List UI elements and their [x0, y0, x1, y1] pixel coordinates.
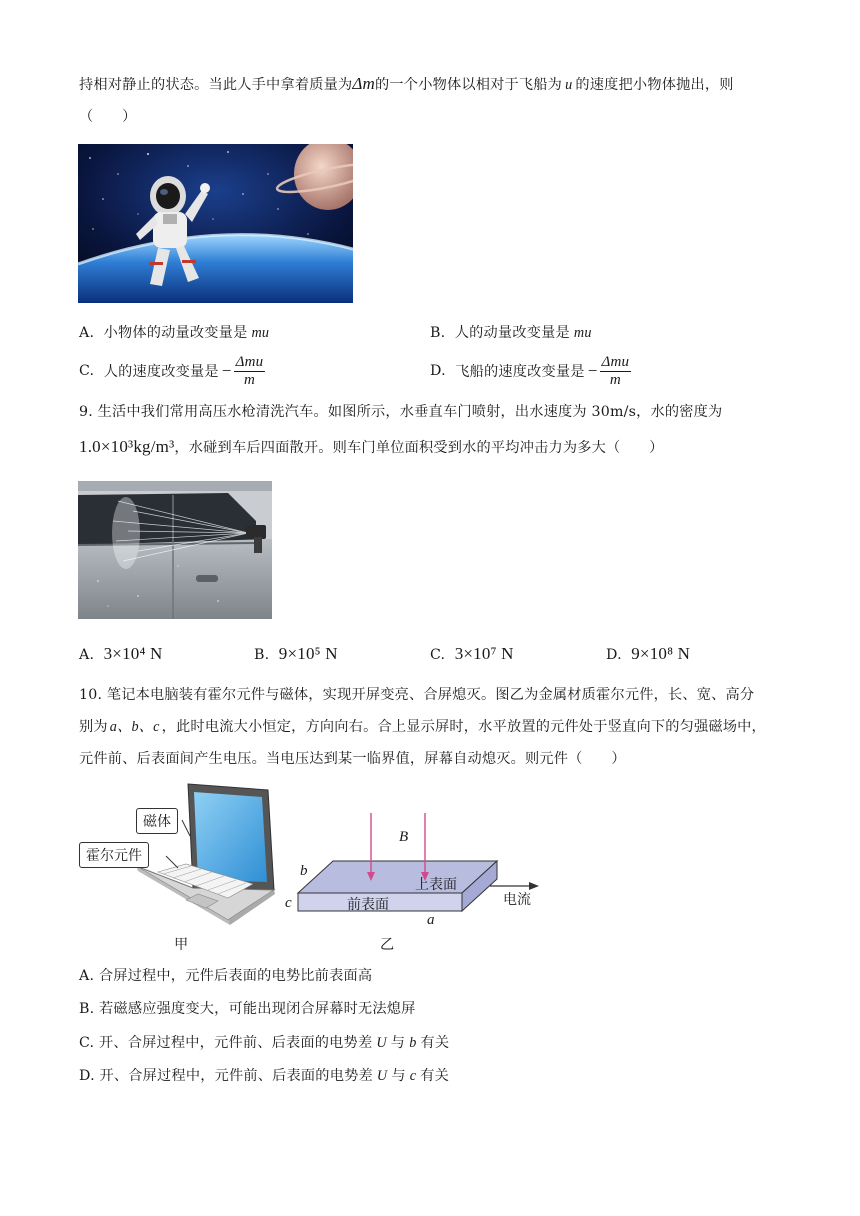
label-current: 电流: [503, 892, 531, 908]
q10-option-a[interactable]: A. 合屏过程中，元件后表面的电势比前表面高: [79, 968, 373, 984]
figure-laptop: [78, 780, 283, 930]
q8-c-fraction: $\frac{\text{Δmu}}{m}$: [235, 353, 264, 388]
q10-option-d[interactable]: D. 开、合屏过程中，元件前、后表面的电势差 U 与 c 有关: [79, 1068, 449, 1084]
q8-delta-m: Δm: [352, 74, 376, 93]
magnet-label: 磁体: [136, 808, 178, 834]
label-a: a: [427, 912, 435, 928]
caption-jia: 甲: [174, 937, 189, 953]
q10-stem-line2: 别为 a、b、c ，此时电流大小恒定，方向向右。合上显示屏时，水平放置的元件处于竖直向下的匀强磁场中，: [79, 719, 766, 735]
label-b: b: [300, 863, 308, 879]
q8-stem-part-a: 持相对静止的状态。当此人手中拿着质量为: [79, 77, 353, 93]
q10-option-b[interactable]: B. 若磁感应强度变大，可能出现闭合屏幕时无法熄屏: [79, 1001, 416, 1017]
caption-yi: 乙: [380, 937, 395, 953]
figure-hall-element: [285, 805, 545, 930]
q9-option-c[interactable]: C. 3×10⁷ N: [430, 644, 514, 663]
q8-bracket: （ ）: [79, 109, 137, 125]
q8-option-d[interactable]: D. 飞船的速度改变量是 − $\frac{\text{Δmu}}{m}$: [430, 353, 630, 388]
q10-stem-line3: 元件前、后表面间产生电压。当电压达到某一临界值，屏幕自动熄灭。则元件（ ）: [79, 751, 626, 767]
q10-abc: a、b、c: [109, 719, 160, 735]
q9-stem-line2: 1.0×10³kg/m³，水碰到车后四面散开。则车门单位面积受到水的平均冲击力为多大（ ）: [79, 437, 664, 456]
label-front-surface: 前表面: [347, 897, 389, 913]
q8-stem-part-c: 的速度把小物体抛出，则: [575, 77, 734, 93]
label-top-surface: 上表面: [415, 877, 457, 893]
label-B: B: [399, 829, 409, 845]
q8-u: u: [565, 77, 573, 93]
q9-option-a[interactable]: A. 3×10⁴ N: [79, 644, 163, 663]
q8-d-fraction: $\frac{\text{Δmu}}{m}$: [601, 353, 630, 388]
q8-option-c[interactable]: C. 人的速度改变量是 − $\frac{\text{Δmu}}{m}$: [79, 353, 264, 388]
q10-stem-line1: 10. 笔记本电脑装有霍尔元件与磁体，实现开屏变亮、合屏熄灭。图乙为金属材质霍尔元件，长、宽、高分: [79, 687, 755, 703]
label-c: c: [285, 895, 292, 911]
q9-density: 1.0×10³kg/m³: [79, 437, 175, 456]
q8-stem: [79, 74, 734, 94]
q8-stem-part-b: 的一个小物体以相对于飞船为: [375, 77, 563, 93]
q10-option-c[interactable]: C. 开、合屏过程中，元件前、后表面的电势差 U 与 b 有关: [79, 1035, 450, 1051]
q9-option-b[interactable]: B. 9×10⁵ N: [254, 644, 338, 663]
q9-option-d[interactable]: D. 9×10⁸ N: [606, 644, 691, 663]
car-washing-image: [78, 481, 272, 619]
astronaut-space-image: [78, 144, 353, 303]
q9-stem-line1: 9. 生活中我们常用高压水枪清洗汽车。如图所示，水垂直车门喷射，出水速度为 30m/s，水的密度为: [79, 404, 723, 420]
hall-element-label: 霍尔元件: [79, 842, 149, 868]
q8-option-b[interactable]: B. 人的动量改变量是 mu: [430, 325, 592, 341]
q8-option-a[interactable]: A. 小物体的动量改变量是 mu: [79, 325, 270, 341]
